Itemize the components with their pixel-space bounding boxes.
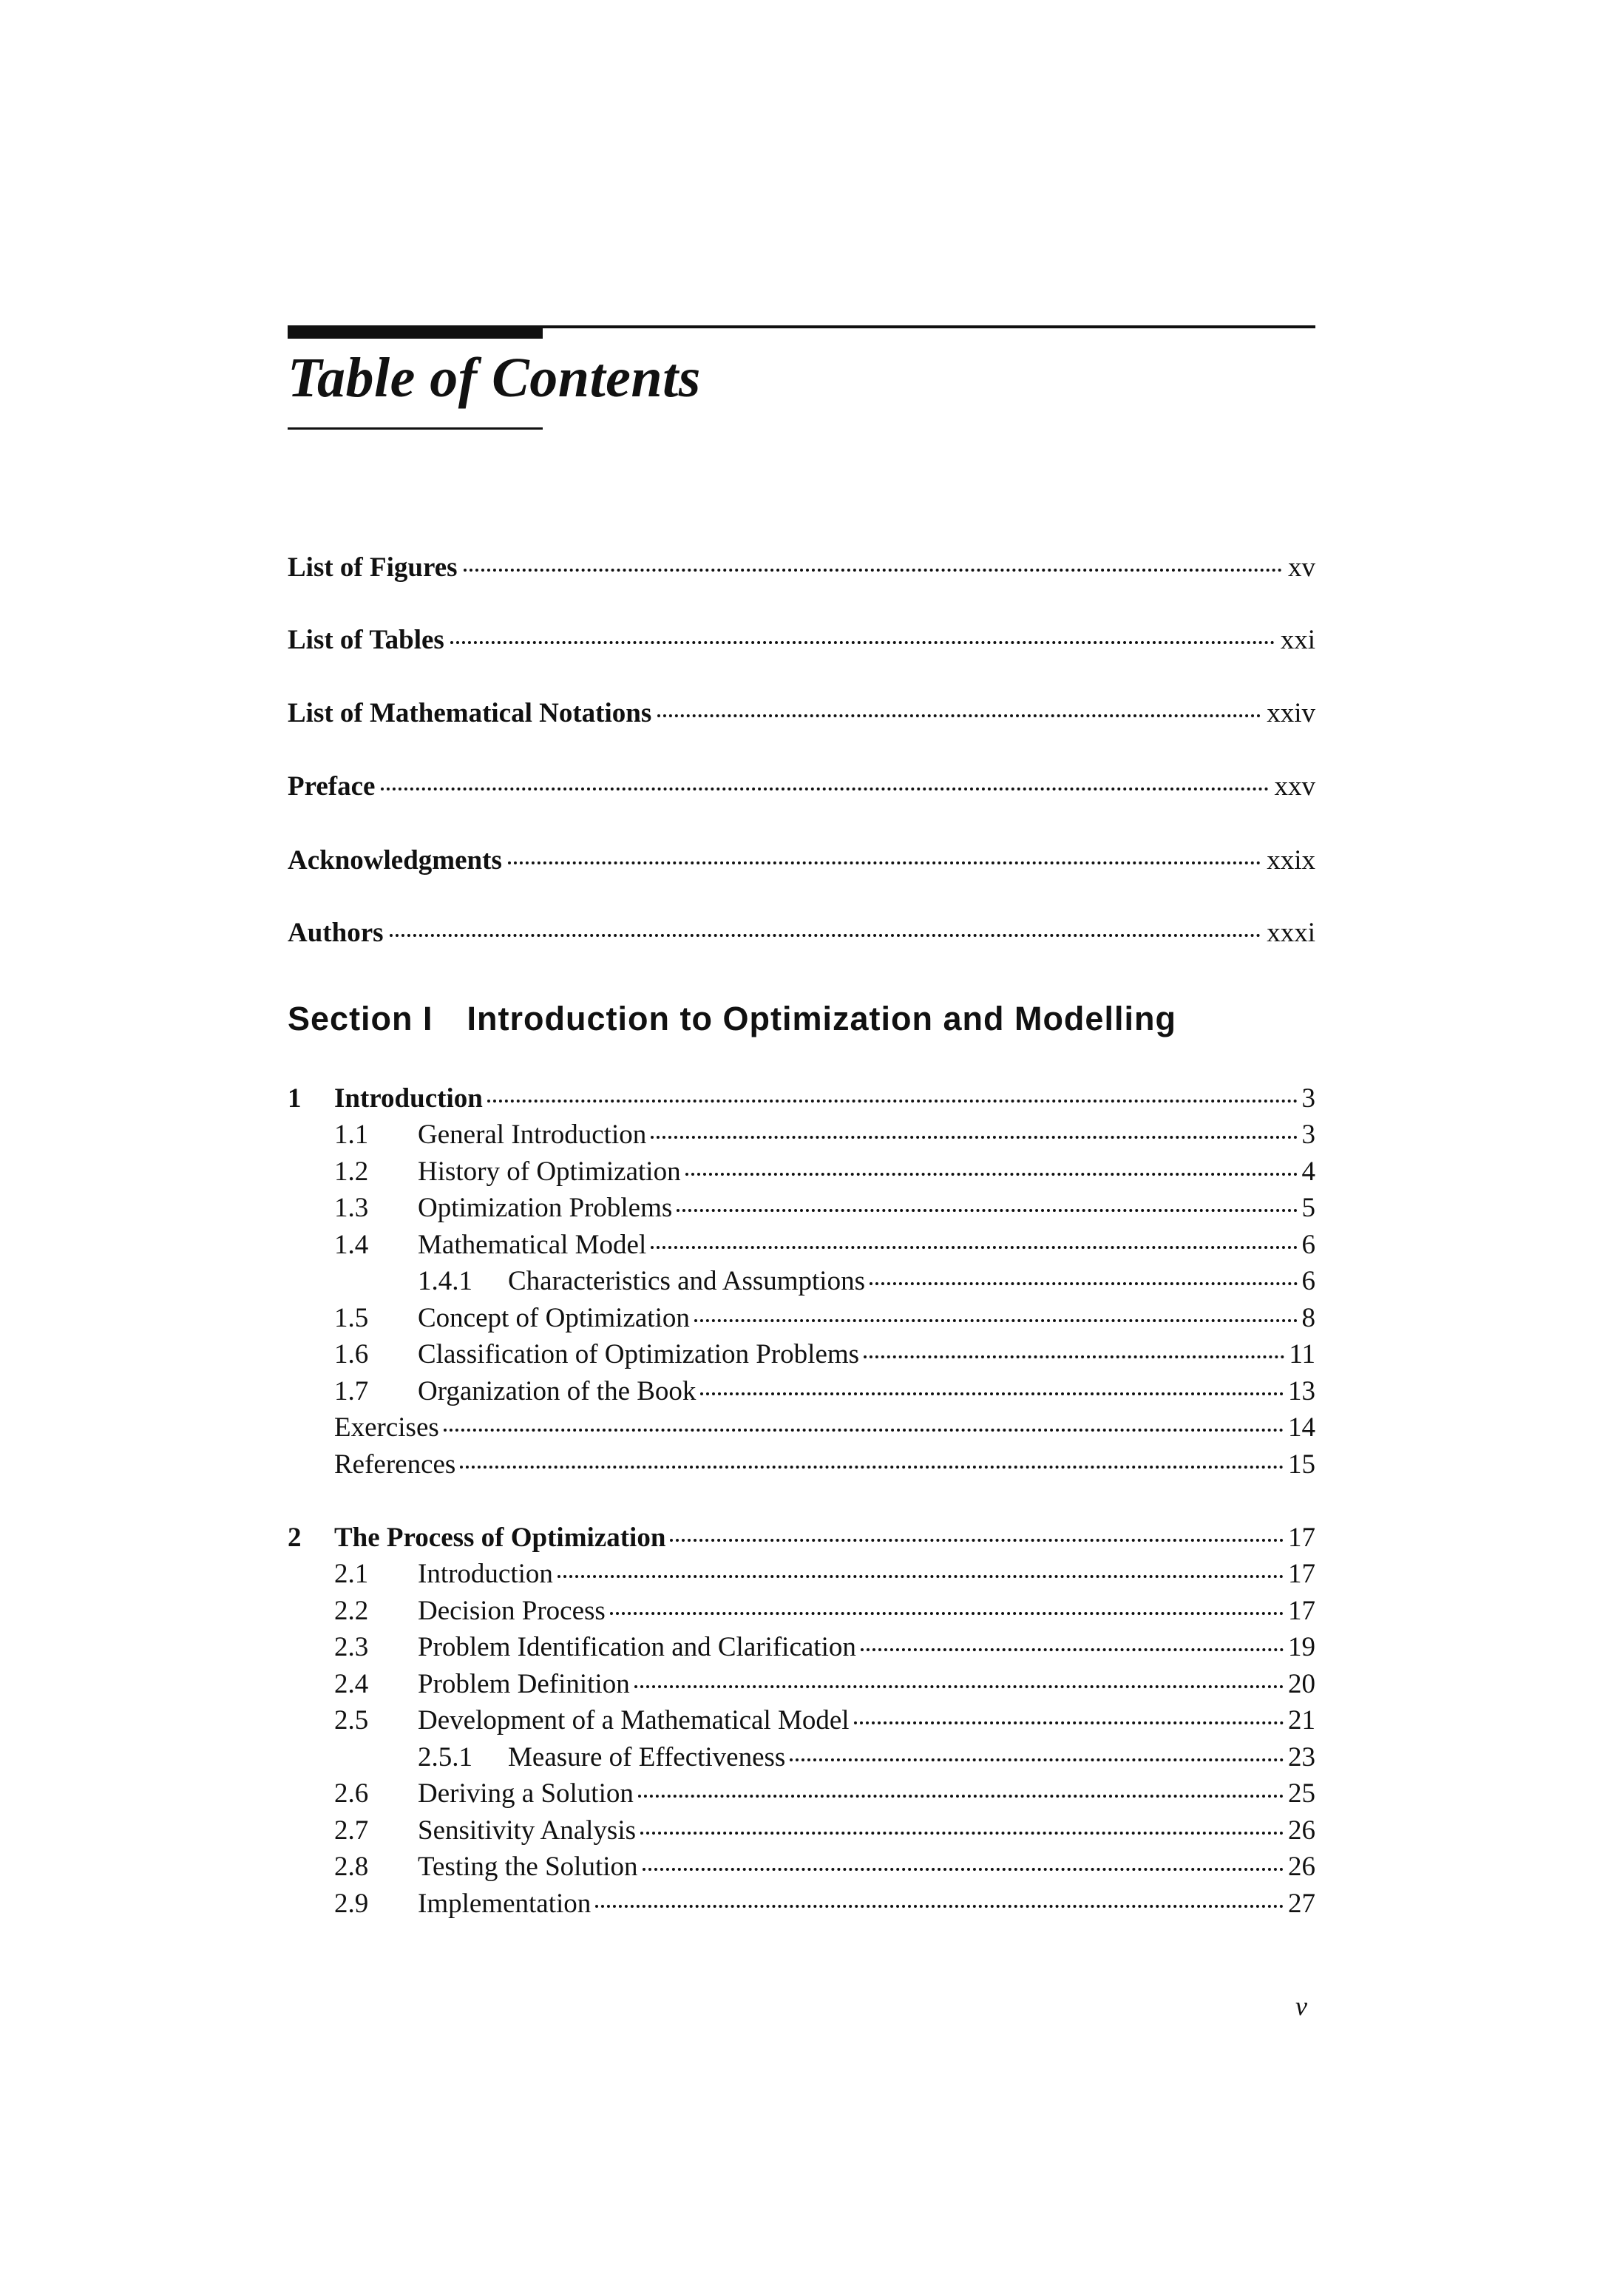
dot-leader: [444, 1429, 1284, 1432]
entry-number: 2.9: [334, 1889, 369, 1919]
entry-title: Classification of Optimization Problems: [418, 1339, 860, 1369]
entry-title: General Introduction: [418, 1120, 647, 1150]
section-entry[interactable]: [334, 1375, 1315, 1412]
front-matter-entry[interactable]: [288, 552, 1315, 593]
front-matter-entry[interactable]: [288, 917, 1315, 958]
section-entry[interactable]: [334, 1558, 1315, 1595]
entry-title: History of Optimization: [418, 1157, 681, 1187]
dot-leader: [790, 1758, 1284, 1761]
entry-page: 23: [1288, 1742, 1315, 1772]
entry-number: 1.4.1: [418, 1266, 472, 1296]
section-entry[interactable]: [334, 1119, 1315, 1156]
dot-leader: [381, 788, 1268, 790]
dot-leader: [670, 1539, 1284, 1542]
section-entry[interactable]: [334, 1888, 1315, 1925]
entry-page: 26: [1288, 1815, 1315, 1846]
section-entry[interactable]: [334, 1668, 1315, 1705]
section-entry[interactable]: [334, 1192, 1315, 1229]
header-rule-thick: [288, 326, 543, 339]
entry-number: 2.5.1: [418, 1742, 472, 1772]
entry-number: 1.1: [334, 1120, 369, 1150]
entry-number: 1.5: [334, 1303, 369, 1333]
dot-leader: [460, 1466, 1284, 1469]
entry-title: Development of a Mathematical Model: [418, 1705, 850, 1735]
entry-page: xxv: [1274, 771, 1315, 802]
dot-leader: [643, 1868, 1284, 1871]
entry-page: xv: [1288, 552, 1315, 583]
entry-page: xxxi: [1267, 918, 1315, 948]
entry-number: 2.7: [334, 1815, 369, 1846]
entry-number: 1.2: [334, 1157, 369, 1187]
entry-title: Exercises: [334, 1412, 439, 1443]
page-number: v: [1295, 1991, 1307, 2021]
entry-title: Preface: [288, 771, 376, 802]
entry-title: Introduction: [334, 1083, 483, 1114]
section-label: Section I: [288, 1000, 433, 1037]
entry-number: 2.2: [334, 1596, 369, 1626]
entry-title: Characteristics and Assumptions: [508, 1266, 865, 1296]
entry-title: List of Figures: [288, 552, 458, 583]
section-entry[interactable]: [334, 1338, 1315, 1375]
back-matter-entry[interactable]: [334, 1449, 1315, 1486]
entry-number: 1.3: [334, 1193, 369, 1223]
entry-page: 27: [1288, 1889, 1315, 1919]
entry-page: 6: [1301, 1230, 1315, 1260]
dot-leader: [677, 1209, 1297, 1212]
dot-leader: [508, 861, 1261, 864]
front-matter-entry[interactable]: [288, 844, 1315, 886]
entry-number: 2.8: [334, 1852, 369, 1882]
dot-leader: [651, 1246, 1297, 1249]
entry-page: 3: [1301, 1083, 1315, 1114]
entry-page: 4: [1301, 1157, 1315, 1187]
dot-leader: [610, 1612, 1284, 1615]
entry-title: List of Mathematical Notations: [288, 698, 652, 728]
subsection-entry[interactable]: [418, 1265, 1315, 1302]
entry-title: Deriving a Solution: [418, 1778, 634, 1809]
page-title: Table of Contents: [288, 347, 701, 409]
section-entry[interactable]: [334, 1815, 1315, 1852]
entry-title: Mathematical Model: [418, 1230, 647, 1260]
entry-title: Problem Definition: [418, 1669, 630, 1699]
entry-page: 3: [1301, 1120, 1315, 1150]
entry-number: 2.6: [334, 1778, 369, 1809]
dot-leader: [657, 714, 1261, 717]
dot-leader: [651, 1136, 1297, 1139]
section-entry[interactable]: [334, 1631, 1315, 1668]
entry-title: Testing the Solution: [418, 1852, 638, 1882]
back-matter-entry[interactable]: [334, 1412, 1315, 1449]
dot-leader: [854, 1721, 1284, 1724]
dot-leader: [685, 1173, 1298, 1176]
entry-number: 1: [288, 1083, 302, 1114]
entry-page: 11: [1289, 1339, 1315, 1369]
entry-title: Decision Process: [418, 1596, 606, 1626]
dot-leader: [558, 1575, 1284, 1578]
dot-leader: [870, 1282, 1298, 1285]
entry-page: 17: [1288, 1559, 1315, 1589]
entry-page: 8: [1301, 1303, 1315, 1333]
entry-page: xxiv: [1267, 698, 1315, 728]
section-entry[interactable]: [334, 1302, 1315, 1339]
chapter-entry[interactable]: [288, 1083, 1315, 1120]
entry-page: 25: [1288, 1778, 1315, 1809]
entry-page: 17: [1288, 1596, 1315, 1626]
entry-title: Optimization Problems: [418, 1193, 673, 1223]
entry-page: 6: [1301, 1266, 1315, 1296]
entry-page: 17: [1288, 1523, 1315, 1553]
entry-number: 2.4: [334, 1669, 369, 1699]
entry-title: Problem Identification and Clarification: [418, 1632, 856, 1662]
entry-page: 19: [1288, 1632, 1315, 1662]
entry-page: 20: [1288, 1669, 1315, 1699]
section-entry[interactable]: [334, 1851, 1315, 1888]
front-matter-entry[interactable]: [288, 624, 1315, 666]
entry-page: 14: [1288, 1412, 1315, 1443]
entry-title: Measure of Effectiveness: [508, 1742, 786, 1772]
entry-title: Concept of Optimization: [418, 1303, 690, 1333]
entry-title: The Process of Optimization: [334, 1523, 666, 1553]
section-entry[interactable]: [334, 1704, 1315, 1741]
entry-title: Organization of the Book: [418, 1376, 697, 1406]
dot-leader: [864, 1355, 1284, 1358]
section-title: Introduction to Optimization and Modelling: [467, 1000, 1176, 1037]
dot-leader: [640, 1832, 1284, 1835]
dot-leader: [450, 641, 1275, 644]
entry-page: xxi: [1280, 625, 1315, 655]
dot-leader: [634, 1685, 1284, 1688]
section-heading: [288, 1000, 1176, 1038]
title-underline: [288, 427, 543, 430]
section-entry[interactable]: [334, 1595, 1315, 1632]
section-entry[interactable]: [334, 1156, 1315, 1193]
entry-number: 2: [288, 1523, 302, 1553]
dot-leader: [861, 1648, 1284, 1651]
dot-leader: [390, 934, 1261, 937]
entry-page: xxix: [1267, 845, 1315, 876]
dot-leader: [595, 1905, 1284, 1908]
entry-page: 15: [1288, 1449, 1315, 1480]
entry-page: 21: [1288, 1705, 1315, 1735]
entry-page: 26: [1288, 1852, 1315, 1882]
chapter-entry[interactable]: [288, 1522, 1315, 1559]
section-entry[interactable]: [334, 1229, 1315, 1266]
entry-number: 2.3: [334, 1632, 369, 1662]
dot-leader: [700, 1392, 1284, 1395]
entry-number: 2.5: [334, 1705, 369, 1735]
front-matter-entry[interactable]: [288, 771, 1315, 812]
dot-leader: [487, 1100, 1298, 1103]
entry-title: Acknowledgments: [288, 845, 502, 876]
entry-title: Introduction: [418, 1559, 553, 1589]
dot-leader: [694, 1319, 1298, 1322]
entry-number: 1.7: [334, 1376, 369, 1406]
dot-leader: [464, 569, 1282, 572]
entry-title: Authors: [288, 918, 384, 948]
entry-number: 2.1: [334, 1559, 369, 1589]
subsection-entry[interactable]: [418, 1741, 1315, 1778]
entry-number: 1.4: [334, 1230, 369, 1260]
front-matter-entry[interactable]: [288, 697, 1315, 739]
section-entry[interactable]: [334, 1778, 1315, 1815]
entry-page: 5: [1301, 1193, 1315, 1223]
entry-number: 1.6: [334, 1339, 369, 1369]
entry-page: 13: [1288, 1376, 1315, 1406]
entry-title: References: [334, 1449, 456, 1480]
entry-title: Sensitivity Analysis: [418, 1815, 637, 1846]
entry-title: Implementation: [418, 1889, 592, 1919]
entry-title: List of Tables: [288, 625, 444, 655]
dot-leader: [638, 1795, 1284, 1798]
